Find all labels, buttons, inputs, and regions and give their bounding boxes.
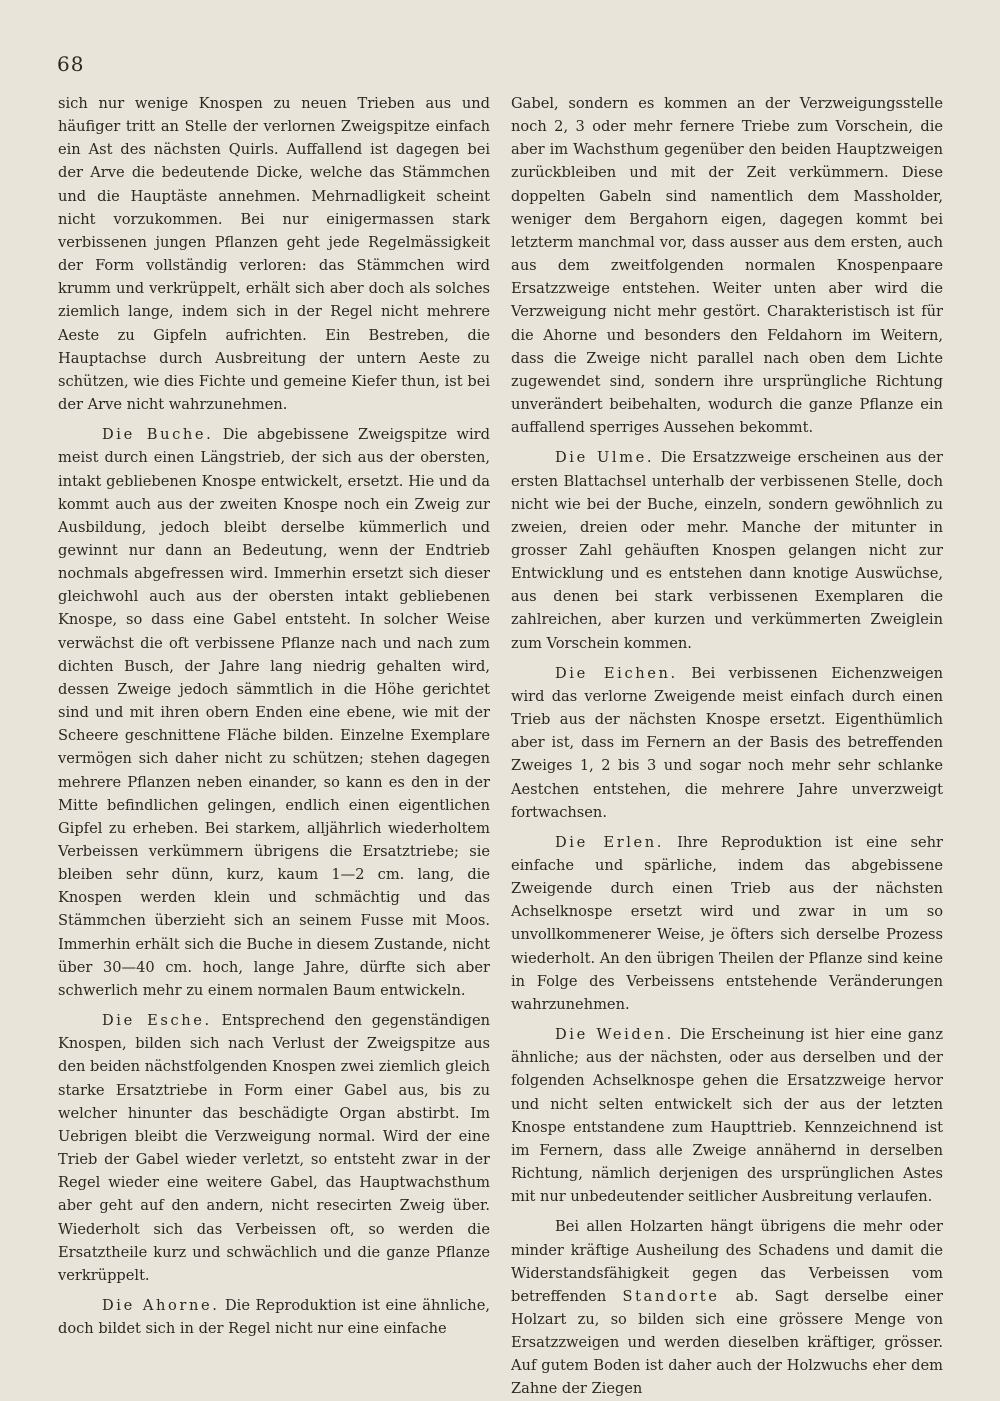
text-column-right (511, 92, 943, 1401)
paragraph-erlen: Die Erlen. Ihre Reproduktion ist eine sehr einfache und spärliche, indem das abgebissene Zweigende durch einen Trieb aus der nächsten Achselknospe ersetzt wird und zwar in um so unvollkommenerer Weise, je öfters sich derselbe Prozess wiederholt. An den übrigen Theilen der Pflanze sind keine in Folge des Verbeissens entstehende Veränderungen wahrzunehmen. (511, 833, 943, 1013)
section-heading: Die Ahorne. (102, 1296, 220, 1314)
paragraph-ahorne: Die Ahorne. Die Reproduktion ist eine ähnliche, doch bildet sich in der Regel nicht nur eine einfache (58, 1296, 490, 1338)
section-heading: Die Erlen. (555, 833, 665, 851)
page-number: 68 (57, 52, 85, 76)
paragraph-standorte: Bei allen Holzarten hängt übrigens die mehr oder minder kräftige Ausheilung des Schadens und damit die Widerstandsfähigkeit gegen das Verbeissen vom betreffenden Standorte ab. Sagt derselbe einer Holzart zu, so bilden sich eine grössere Menge von Ersatzzweigen und werden dieselben kräftiger, grösser. Auf gutem Boden ist daher auch der Holzwuchs eher dem Zahne der Ziegen (511, 1218, 943, 1398)
paragraph: sich nur wenige Knospen zu neuen Trieben aus und häufiger tritt an Stelle der verlornen Zweigspitze einfach ein Ast des nächsten Quirls. Auffallend ist dagegen bei der Arve die bedeutende Dicke, welche das Stämmchen und die Hauptäste annehmen. Mehrnadligkeit scheint nicht vorzukommen. Bei nur einigermassen stark verbissenen jungen Pflanzen geht jede Regelmässigkeit der Form vollständig verloren: das Stämmchen wird krumm und verkrüppelt, erhält sich aber doch als solches ziemlich lange, indem sich in der Regel nicht mehrere Aeste zu Gipfeln aufrichten. Ein Bestreben, die Hauptachse durch Ausbreitung der untern Aeste zu schützen, wie dies Fichte und gemeine Kiefer thun, ist bei der Arve nicht wahrzunehmen. (58, 95, 490, 414)
section-heading: Die Buche. (102, 426, 214, 444)
section-heading: Die Weiden. (555, 1026, 674, 1044)
paragraph-eichen: Die Eichen. Bei verbissenen Eichenzweigen wird das verlorne Zweigende meist einfach durch einen Trieb aus der nächsten Knospe ersetzt. Eigenthümlich aber ist, dass im Fernern an der Basis des betreffenden Zweiges 1, 2 bis 3 und sogar noch mehr sehr schlanke Aestchen entstehen, die mehrere Jahre unverzweigt fortwachsen. (511, 664, 944, 821)
paragraph-buche: Die Buche. Die abgebissene Zweigspitze wird meist durch einen Längstrieb, der sich aus der obersten, intakt gebliebenen Knospe entwickelt, ersetzt. Hie und da kommt auch aus der zweiten Knospe noch ein Zweig zur Ausbildung, jedoch bleibt derselbe kümmerlich und gewinnt nur dann an Bedeutung, wenn der Endtrieb nochmals abgefressen wird. Immerhin ersetzt sich dieser gleichwohl auch aus der obersten intakt gebliebenen Knospe, so dass eine Gabel entsteht. In solcher Weise verwächst die oft verbissene Pflanze nach und nach zum dichten Busch, der Jahre lang niedrig gehalten wird, dessen Zweige jedoch sämmtlich in die Höhe gerichtet sind und mit ihren obern Enden eine ebene, wie mit der Scheere geschnittene Fläche bilden. Einzelne Exemplare vermögen sich daher nicht zu schützen; stehen dagegen mehrere Pflanzen neben einander, so kann es den in der Mitte befindlichen gelingen, endlich einen eigentlichen Gipfel zu erheben. Bei starkem, alljährlich wiederholtem Verbeissen verkümmern übrigens die Ersatztriebe; sie bleiben sehr dünn, kurz, kaum 1—2 cm. lang, die Knospen werden klein und schmächtig und das Stämmchen überzieht sich an seinem Fusse mit Moos. Immerhin erhält sich die Buche in diesem Zustande, nicht über 30—40 cm. hoch, lange Jahre, dürfte sich aber schwerlich mehr zu einem normalen Baum entwickeln. (58, 426, 490, 999)
section-heading: Die Esche. (102, 1012, 212, 1030)
section-heading: Die Ulme. (555, 449, 655, 467)
paragraph-weiden: Die Weiden. Die Erscheinung ist hier eine ganz ähnliche; aus der nächsten, oder aus derselben und der folgenden Achselknospe gehen die Ersatzzweige hervor und nicht selten entwickelt sich der aus der letzten Knospe entstandene zum Haupttrieb. Kennzeichnend ist im Fernern, dass alle Zweige annähernd in derselben Richtung, nämlich derjenigen des ursprünglichen Astes mit nur unbedeutender seitlicher Ausbreitung verlaufen. (511, 1026, 944, 1206)
section-heading: Die Eichen. (555, 664, 678, 682)
paragraph-ulme: Die Ulme. Die Ersatzzweige erscheinen aus der ersten Blattachsel unterhalb der verbissenen Stelle, doch nicht wie bei der Buche, einzeln, sondern gewöhnlich zu zweien, dreien oder mehr. Manche der mitunter in grosser Zahl gehäuften Knospen gelangen nicht zur Entwicklung und es entstehen dann knotige Auswüchse, aus denen bei stark verbissenen Exemplaren die zahlreichen, aber kurzen und verkümmerten Zweiglein zum Vorschein kommen. (511, 449, 943, 652)
paragraph-esche: Die Esche. Entsprechend den gegenständigen Knospen, bilden sich nach Verlust der Zweigspitze aus den beiden nächstfolgenden Knospen zwei ziemlich gleich starke Ersatztriebe in Form einer Gabel aus, bis zu welcher hinunter das beschädigte Organ abstirbt. Im Uebrigen bleibt die Verzweigung normal. Wird der eine Trieb der Gabel wieder verletzt, so entsteht zwar in der Regel wieder eine weitere Gabel, das Hauptwachsthum aber geht auf den andern, nicht resecirten Zweig über. Wiederholt sich das Verbeissen oft, so werden die Ersatztheile kurz und schwächlich und die ganze Pflanze verkrüppelt. (58, 1012, 490, 1284)
emphasis-spaced: Standorte (622, 1287, 720, 1305)
text-column-left (58, 92, 490, 1340)
paragraph: Gabel, sondern es kommen an der Verzweigungsstelle noch 2, 3 oder mehr fernere Triebe zum Vorschein, die aber im Wachsthum gegenüber den beiden Hauptzweigen zurückbleiben und mit der Zeit verkümmern. Diese doppelten Gabeln sind namentlich dem Massholder, weniger dem Bergahorn eigen, dagegen kommt bei letzterm manchmal vor, dass ausser aus dem ersten, auch aus dem zweitfolgenden normalen Knospenpaare Ersatzzweige entstehen. Weiter unten aber wird die Verzweigung nicht mehr gestört. Charakteristisch ist für die Ahorne und besonders den Feldahorn im Weitern, dass die Zweige nicht parallel nach oben dem Lichte zugewendet sind, sondern ihre ursprüngliche Richtung unverändert beibehalten, wodurch die ganze Pflanze ein auffallend sperriges Aussehen bekommt. (511, 95, 943, 437)
